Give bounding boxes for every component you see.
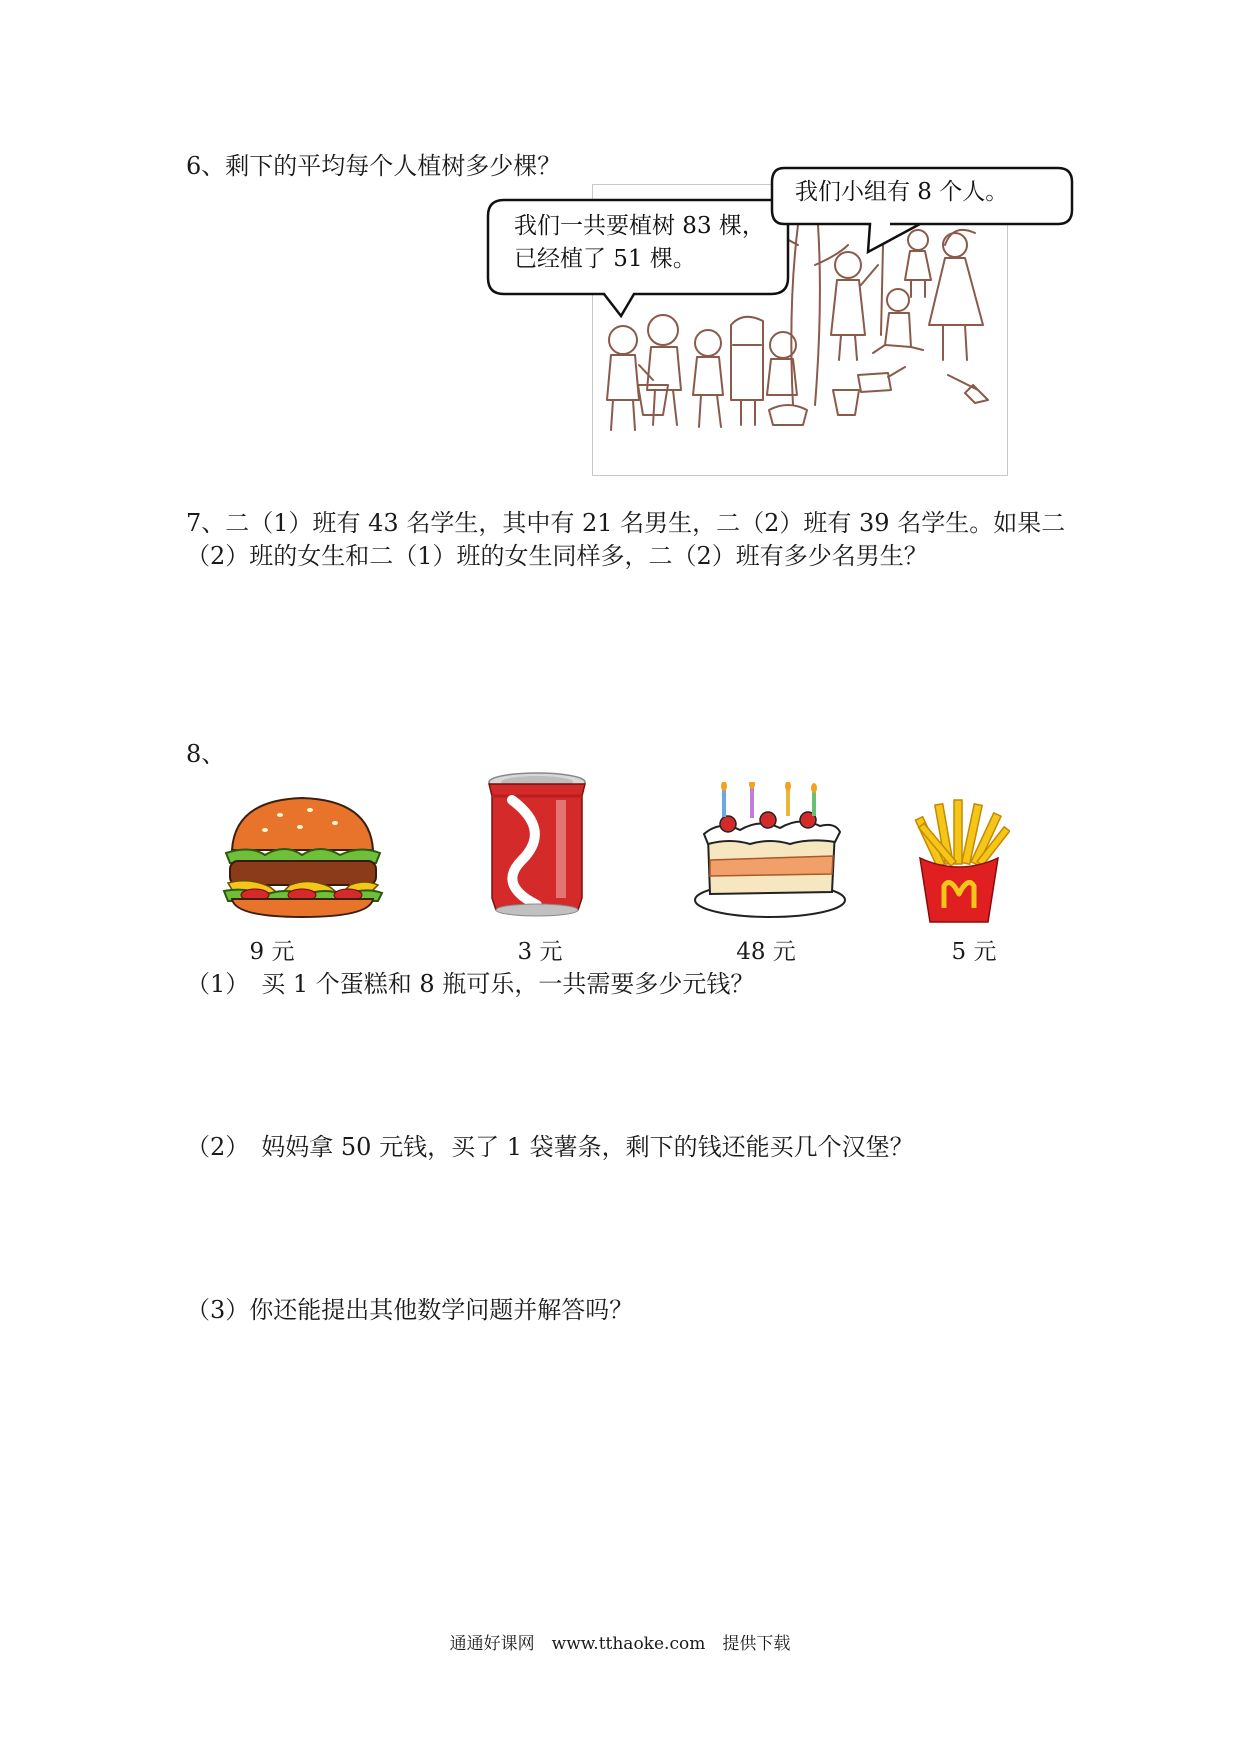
cake-icon xyxy=(690,782,850,922)
question-8-label: 8、 xyxy=(186,740,226,768)
question-7-text: 7、二（1）班有 43 名学生，其中有 21 名男生，二（2）班有 39 名学生。如果二（2）班的女生和二（1）班的女生同样多，二（2）班有多少名男生？ xyxy=(186,509,1066,570)
cola-can-icon xyxy=(482,770,592,920)
bubble-right-text: 我们小组有 8 个人。 xyxy=(795,179,1009,205)
price-hamburger: 9 元 xyxy=(249,939,295,965)
question-8-part-3: （3）你还能提出其他数学问题并解答吗？ xyxy=(186,1296,634,1324)
question-6-text: 6、剩下的平均每个人植树多少棵？ xyxy=(186,152,562,180)
price-cake: 48 元 xyxy=(736,939,796,965)
question-8-part-1: （1） 买 1 个蛋糕和 8 瓶可乐，一共需要多少元钱？ xyxy=(186,970,755,998)
bubble-left-line-1: 我们一共要植树 83 棵， xyxy=(514,213,765,239)
page-footer: 通通好课网 www.tthaoke.com 提供下载 xyxy=(449,1634,791,1654)
bubble-left-line-2: 已经植了 51 棵。 xyxy=(514,246,696,272)
price-fries: 5 元 xyxy=(951,939,997,965)
question-8-part-2: （2） 妈妈拿 50 元钱，买了 1 袋薯条，剩下的钱还能买几个汉堡？ xyxy=(186,1133,914,1161)
price-cola: 3 元 xyxy=(517,939,563,965)
hamburger-icon xyxy=(220,795,385,920)
french-fries-icon xyxy=(908,798,1010,923)
